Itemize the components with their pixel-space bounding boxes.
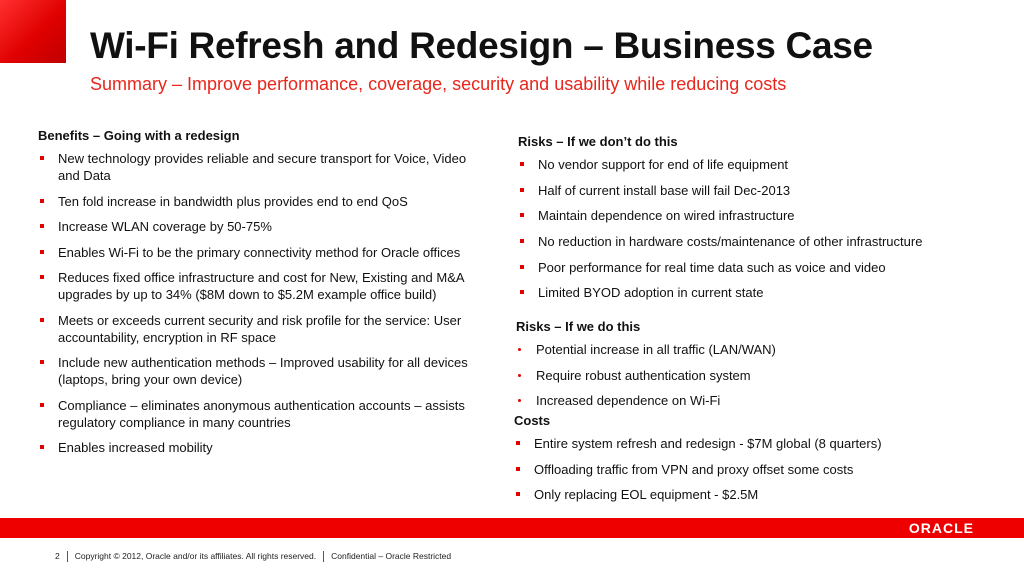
- list-item: New technology provides reliable and secure transport for Voice, Video and Data: [38, 150, 473, 184]
- list-item: Include new authentication methods – Improved usability for all devices (laptops, bring your own device): [38, 354, 473, 388]
- footer-bar: [0, 518, 1024, 538]
- risks-do-section: [516, 318, 986, 418]
- list-item: Poor performance for real time data such as voice and video: [518, 259, 988, 276]
- footer: [55, 551, 451, 562]
- list-item: Ten fold increase in bandwidth plus provides end to end QoS: [38, 193, 473, 210]
- benefits-list: [38, 150, 473, 456]
- list-item: Only replacing EOL equipment - $2.5M: [514, 486, 984, 503]
- list-item: Potential increase in all traffic (LAN/WAN): [516, 341, 986, 358]
- list-item: Maintain dependence on wired infrastructure: [518, 207, 988, 224]
- list-item: No reduction in hardware costs/maintenance of other infrastructure: [518, 233, 988, 250]
- risks-do-heading: Risks – If we do this: [516, 319, 641, 334]
- list-item: Meets or exceeds current security and risk profile for the service: User accountability, encryption in RF space: [38, 312, 473, 346]
- benefits-section: [38, 127, 473, 465]
- risks-no-heading: Risks – If we don’t do this: [518, 134, 678, 149]
- list-item: Enables increased mobility: [38, 439, 473, 456]
- list-item: Compliance – eliminates anonymous authentication accounts – assists regulatory compliance in many countries: [38, 397, 473, 431]
- list-item: Limited BYOD adoption in current state: [518, 284, 988, 301]
- costs-heading: Costs: [514, 413, 551, 428]
- risks-no-section: [518, 133, 988, 310]
- list-item: No vendor support for end of life equipment: [518, 156, 988, 173]
- list-item: Increase WLAN coverage by 50-75%: [38, 218, 473, 235]
- footer-divider: [323, 551, 324, 562]
- list-item: Increased dependence on Wi-Fi: [516, 392, 986, 409]
- corner-accent-block: [0, 0, 66, 63]
- list-item: Entire system refresh and redesign - $7M global (8 quarters): [514, 435, 984, 452]
- list-item: Half of current install base will fail Dec-2013: [518, 182, 988, 199]
- slide-subtitle: Summary – Improve performance, coverage, security and usability while reducing costs: [90, 74, 787, 94]
- page-number: 2: [55, 551, 60, 561]
- slide-title: Wi-Fi Refresh and Redesign – Business Case: [90, 25, 873, 66]
- list-item: Reduces fixed office infrastructure and cost for New, Existing and M&A upgrades by up to 34% ($8M down to $5.2M example office build): [38, 269, 473, 303]
- benefits-heading: Benefits – Going with a redesign: [38, 128, 240, 143]
- risks-no-list: [518, 156, 988, 301]
- classification-text: Confidential – Oracle Restricted: [331, 551, 452, 561]
- costs-list: [514, 435, 984, 503]
- list-item: Require robust authentication system: [516, 367, 986, 384]
- risks-do-list: [516, 341, 986, 409]
- footer-divider: [67, 551, 68, 562]
- list-item: Offloading traffic from VPN and proxy offset some costs: [514, 461, 984, 478]
- copyright-text: Copyright © 2012, Oracle and/or its affiliates. All rights reserved.: [74, 551, 317, 561]
- costs-section: [514, 412, 984, 512]
- list-item: Enables Wi-Fi to be the primary connectivity method for Oracle offices: [38, 244, 473, 261]
- oracle-logo: ORACLE: [908, 520, 974, 536]
